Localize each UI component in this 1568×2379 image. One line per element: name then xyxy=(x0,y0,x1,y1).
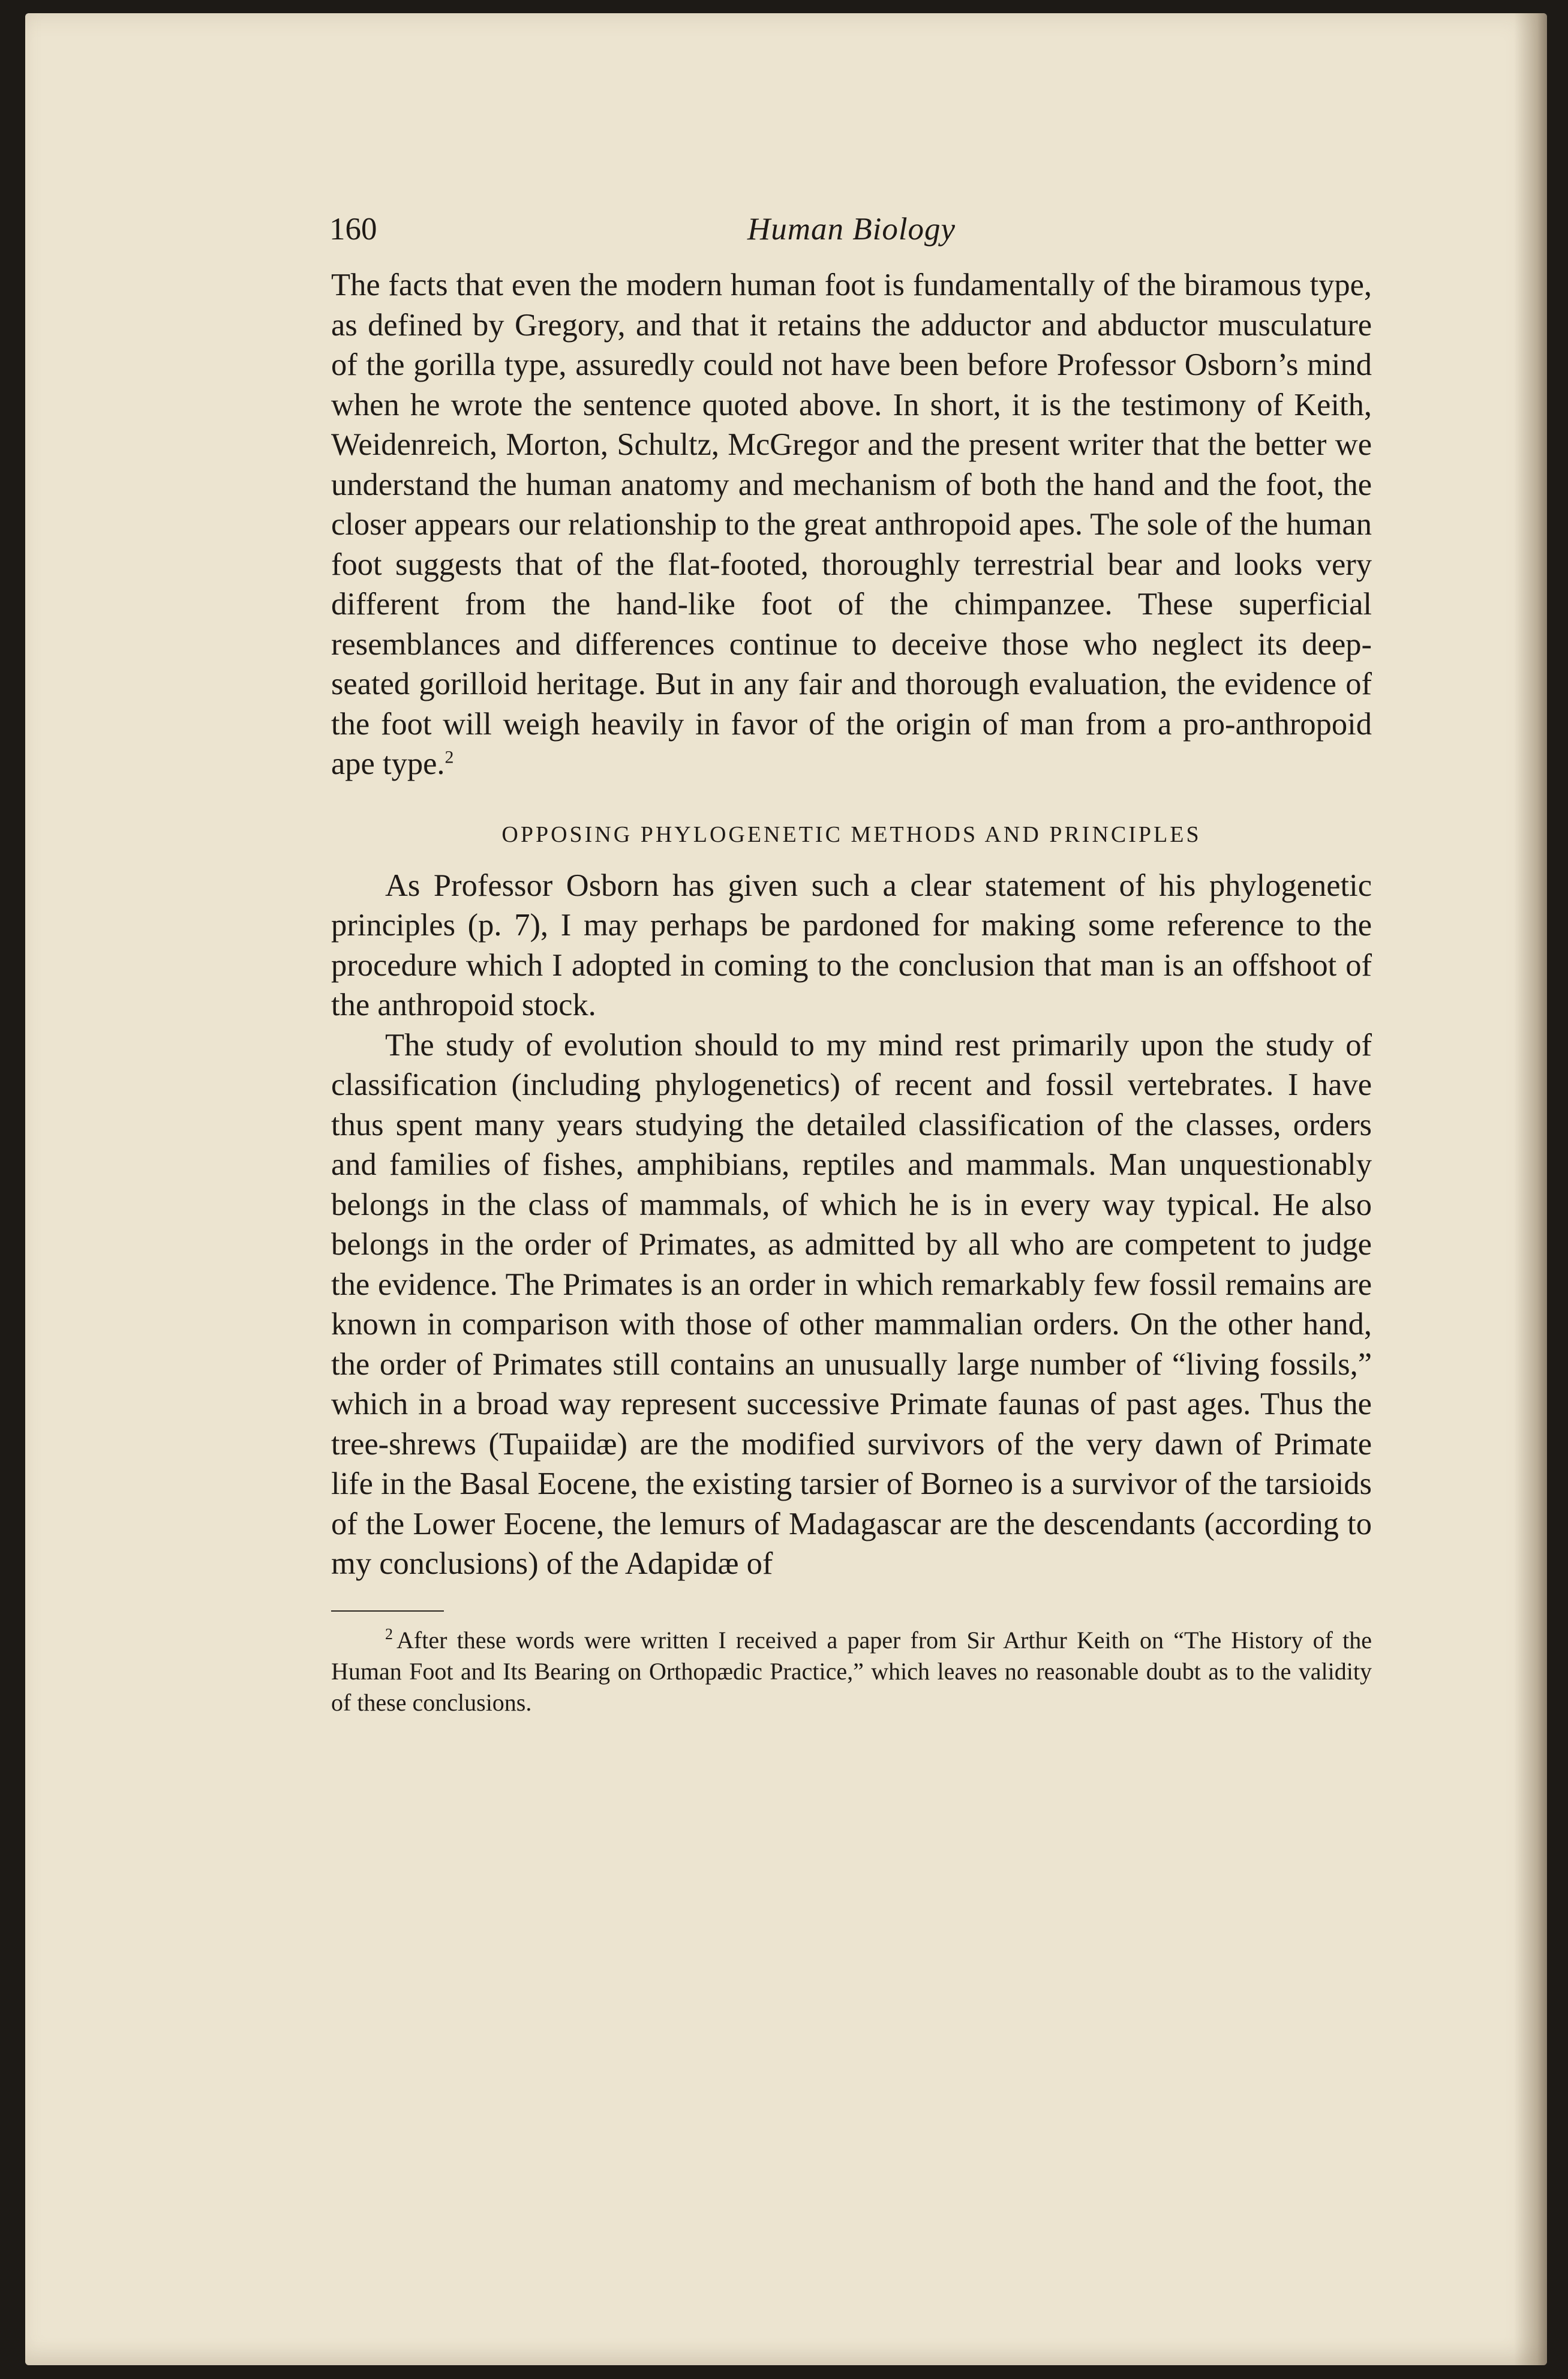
running-header xyxy=(331,211,1372,265)
page-text-block xyxy=(331,211,1372,1718)
footnote xyxy=(331,1625,1372,1718)
page-spine-shadow xyxy=(1514,13,1547,2365)
footnote-divider xyxy=(331,1610,444,1612)
paragraph-3: The study of evolution should to my mind rest primarily upon the study of classification (including phylogenetics) of recent and fossil vertebrates. I have thus spent many years studying the detailed classification of the classes, orders and families of fishes, amphibians, reptiles and mammals. Man unquestionably belongs in the class of mammals, of which he is in every way typical. He also belongs in the order of Primates, as admitted by all who are competent to judge the evidence. The Primates is an order in which remarkably few fossil remains are known in comparison with those of other mammalian orders. On the other hand, the order of Primates still contains an unusually large number of “living fossils,” which in a broad way represent successive Primate faunas of past ages. Thus the tree-shrews (Tupaiidæ) are the modified survivors of the very dawn of Primate life in the Basal Eocene, the existing tarsier of Borneo is a survivor of the tarsioids of the Lower Eocene, the lemurs of Madagascar are the descendants (according to my conclusions) of the Adapidæ of xyxy=(331,1027,1372,1581)
footnote-marker: 2 xyxy=(385,1625,393,1643)
section-heading: OPPOSING PHYLOGENETIC METHODS AND PRINCIPLES xyxy=(501,821,1201,847)
book-page xyxy=(25,13,1547,2365)
footnote-reference: 2 xyxy=(444,747,454,767)
footnote-text: After these words were written I received a paper from Sir Arthur Keith on “The History of the Human Foot and Its Bearing on Orthopædic Practice,” which leaves no reasonable doubt as to the validity of these conclusions. xyxy=(331,1626,1372,1716)
paragraph-1-text: The facts that even the modern human foot is fundamentally of the biramous type, as defined by Gregory, and that it retains the adductor and abductor musculature of the gorilla type, assuredly could not have been before Professor Osborn’s mind when he wrote the sentence quoted above. In short, it is the testimony of Keith, Weidenreich, Morton, Schultz, McGregor and the present writer that the better we understand the human anatomy and mechanism of both the hand and the foot, the closer appears our relationship to the great anthropoid apes. The sole of the human foot suggests that of the flat-footed, thoroughly terrestrial bear and looks very different from the hand-like foot of the chimpanzee. These superficial resemblances and differences continue to deceive those who neglect its deep-seated gorilloid heritage. But in any fair and thorough evaluation, the evidence of the foot will weigh heavily in favor of the origin of man from a pro-anthropoid ape type. xyxy=(331,268,1372,781)
paragraph-2: As Professor Osborn has given such a clear statement of his phylogenetic principles (p. 7), I may perhaps be pardoned for making some reference to the procedure which I adopted in coming to the conclusion that man is an offshoot of the anthropoid stock. xyxy=(331,868,1372,1022)
paragraph-1 xyxy=(331,265,1372,784)
page-number: 160 xyxy=(329,212,377,247)
running-title: Human Biology xyxy=(747,212,956,247)
